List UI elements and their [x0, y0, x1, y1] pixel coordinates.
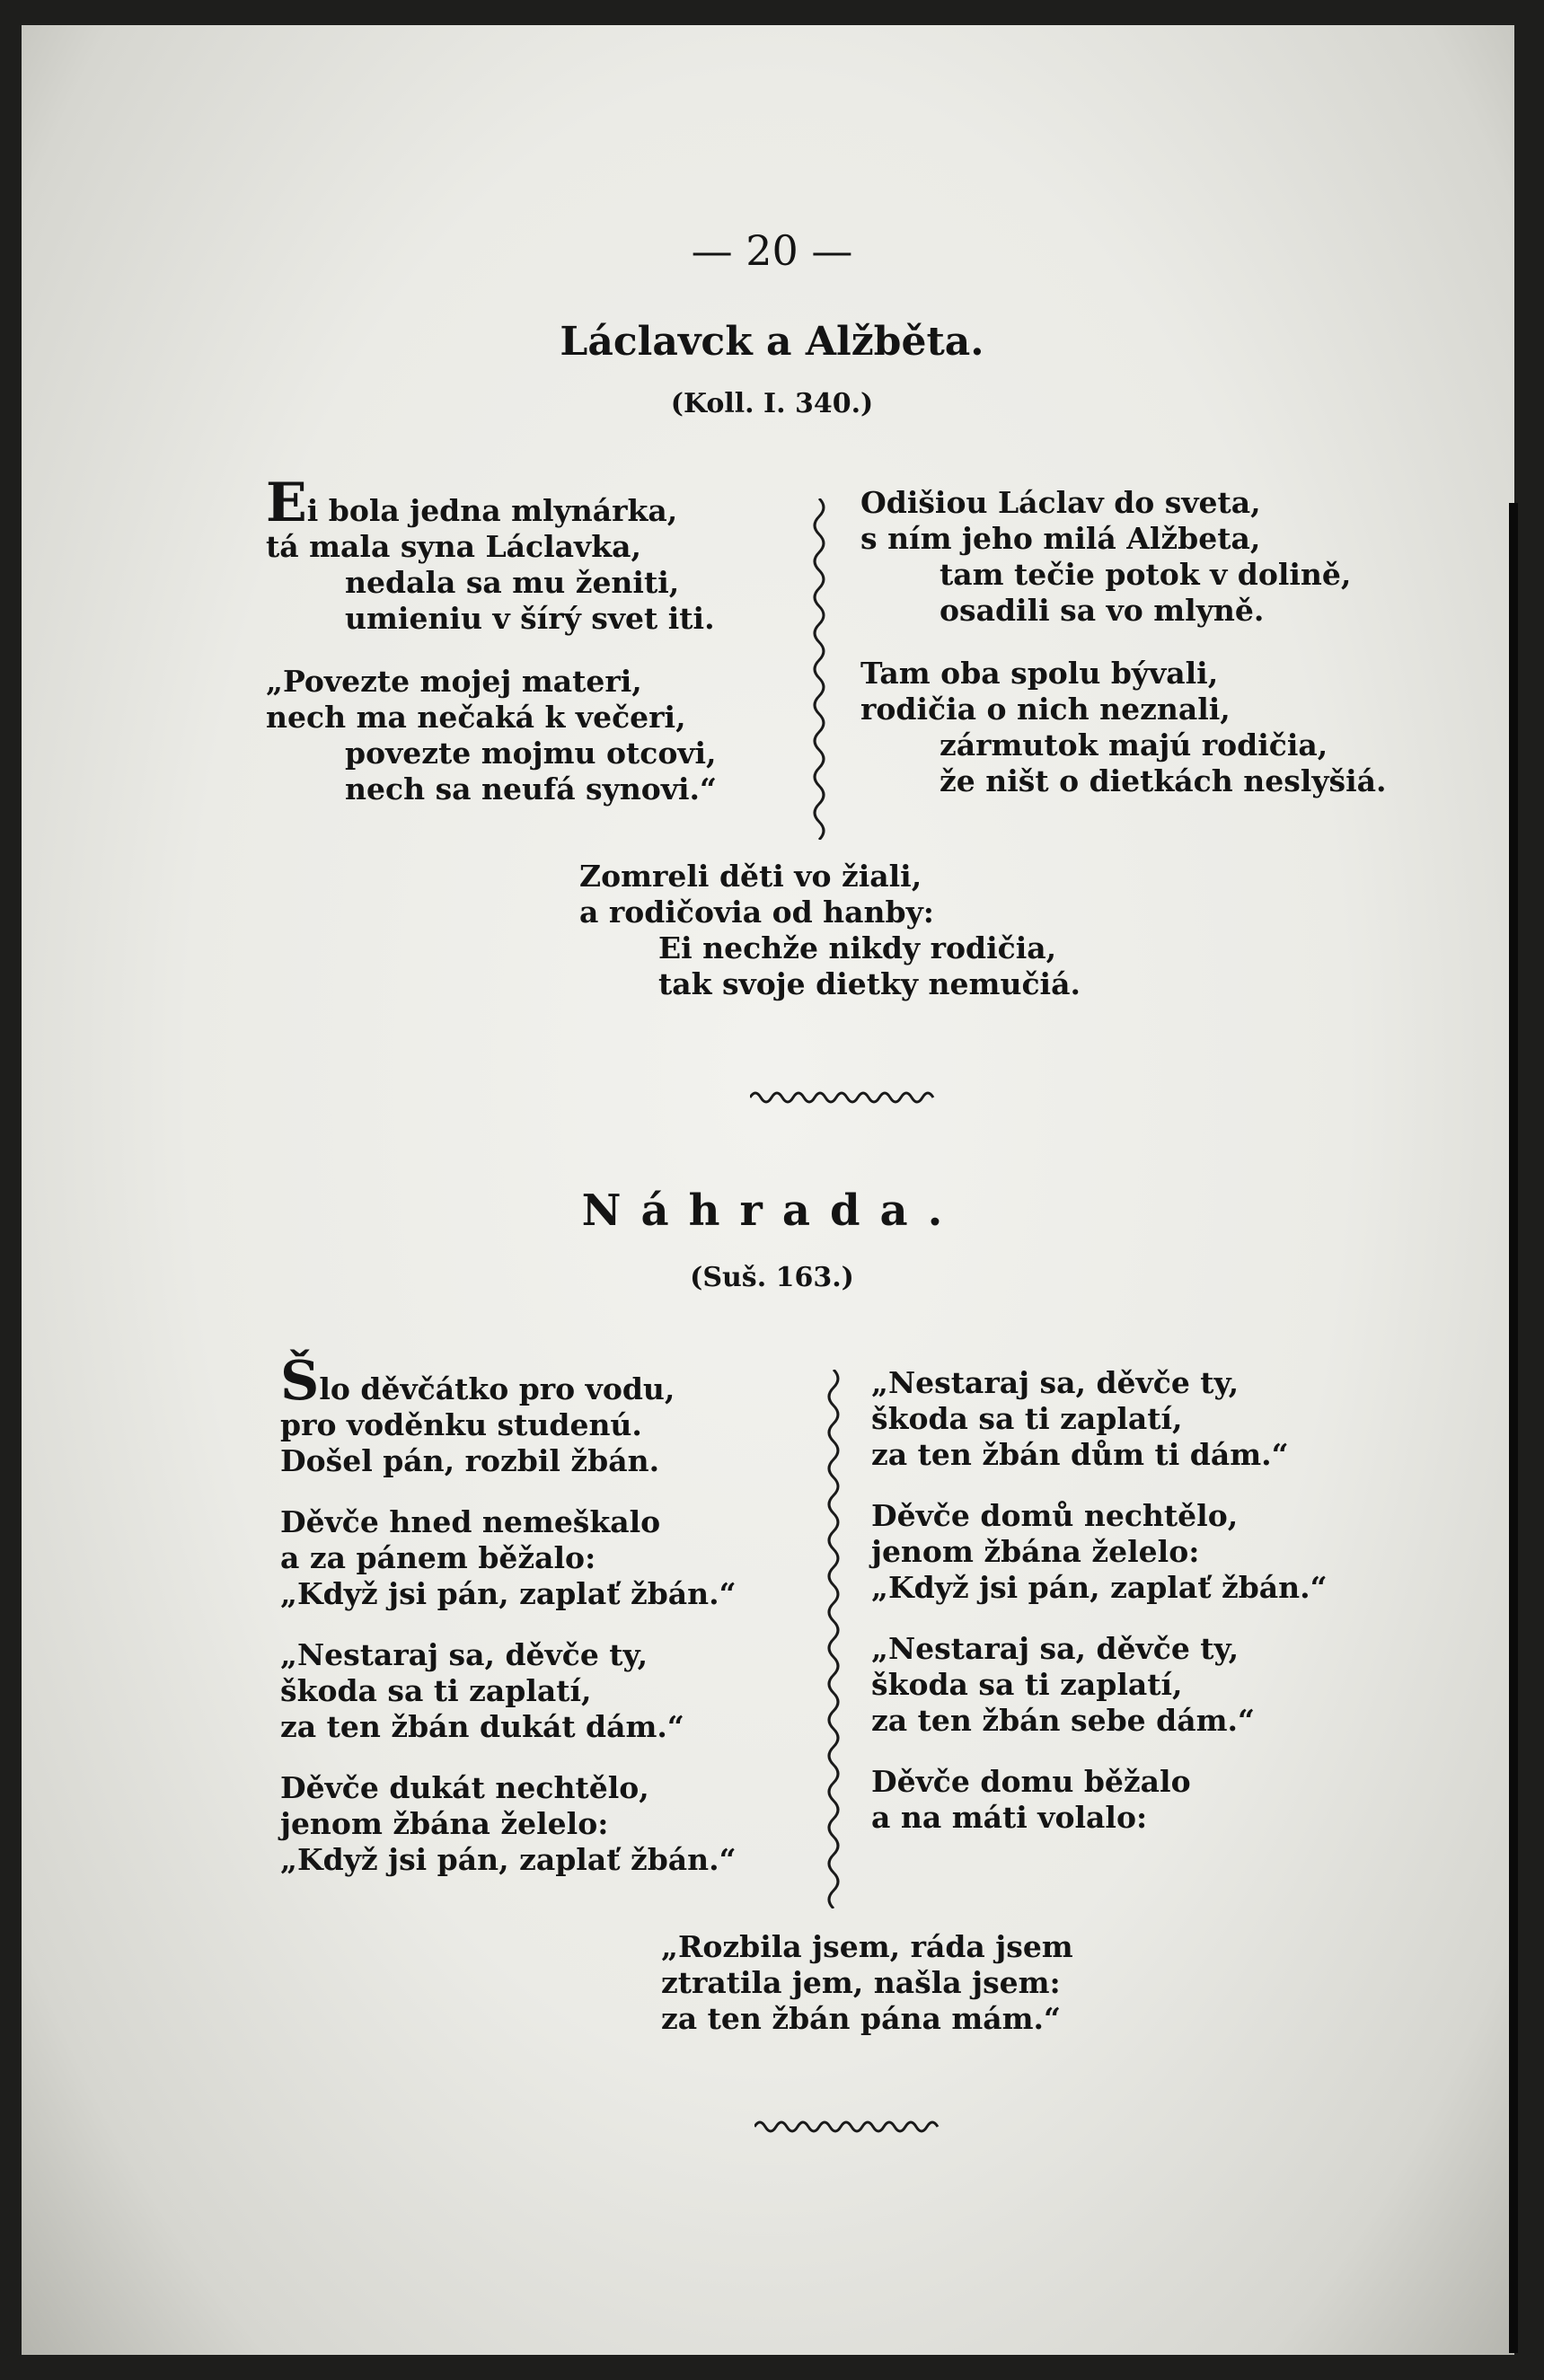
- verse-line: jenom žbána želelo:: [871, 1534, 1200, 1569]
- verse-line: a za pánem běžalo:: [280, 1540, 596, 1575]
- scan-edge: [1509, 503, 1518, 2353]
- verse-line: „Nestaraj sa, děvče ty,: [871, 1365, 1240, 1400]
- verse-line: a na máti volalo:: [871, 1800, 1148, 1835]
- verse-line: nech ma nečaká k večeri,: [266, 700, 686, 735]
- wavy-divider-2: [754, 2116, 948, 2138]
- wavy-divider-1: [750, 1087, 939, 1108]
- verse-line: tak svoje dietky nemučiá.: [658, 966, 1081, 1001]
- verse-line: tá mala syna Láclavka,: [266, 529, 641, 564]
- verse-line: škoda sa ti zaplatí,: [280, 1673, 592, 1708]
- verse-line: Děvče domu běžalo: [871, 1764, 1191, 1799]
- verse-line: Děvče dukát nechtělo,: [280, 1770, 649, 1805]
- verse-line: za ten žbán dukát dám.“: [280, 1709, 684, 1744]
- verse-line: „Když jsi pán, zaplať žbán.“: [280, 1576, 737, 1611]
- verse-line: nech sa neufá synovi.“: [345, 771, 717, 807]
- poem2-right-column: [871, 1365, 1328, 1836]
- poem2-left-s1-line1: [280, 1350, 737, 1413]
- poem2-source: (Suš. 163.): [690, 1262, 854, 1293]
- page-number: — 20 —: [691, 226, 853, 275]
- poem2-final-stanza: [661, 1929, 1073, 2037]
- verse-line: nedala sa mu ženiti,: [345, 565, 680, 600]
- verse-line: „Povezte mojej materi,: [266, 664, 642, 699]
- verse-line: Tam oba spolu bývali,: [860, 656, 1219, 691]
- drop-cap: Š: [280, 1350, 320, 1413]
- verse-line: Děvče domů nechtělo,: [871, 1498, 1239, 1533]
- verse-line: umieniu v šírý svet iti.: [345, 601, 715, 636]
- verse-line: Děvče hned nemeškalo: [280, 1504, 661, 1539]
- verse-line: povezte mojmu otcovi,: [345, 736, 717, 771]
- verse-line: „Nestaraj sa, děvče ty,: [280, 1637, 648, 1672]
- drop-cap-rest: i bola jedna mlynárka,: [306, 493, 678, 528]
- verse-line: škoda sa ti zaplatí,: [871, 1667, 1183, 1702]
- poem1-source: (Koll. I. 340.): [670, 388, 874, 419]
- verse-line: za ten žbán pána mám.“: [661, 2001, 1062, 2036]
- verse-line: rodičia o nich neznali,: [860, 692, 1231, 727]
- drop-cap-rest: lo děvčátko pro vodu,: [319, 1371, 675, 1406]
- verse-line: „Když jsi pán, zaplať žbán.“: [280, 1842, 737, 1877]
- verse-line: a rodičovia od hanby:: [579, 895, 934, 930]
- verse-line: Zomreli děti vo žiali,: [579, 859, 922, 894]
- verse-line: „Rozbila jsem, ráda jsem: [661, 1929, 1073, 1964]
- poem2-title: Náhrada.: [581, 1186, 963, 1236]
- verse-line: tam tečie potok v dolině,: [940, 557, 1352, 592]
- verse-line: Odišiou Láclav do sveta,: [860, 485, 1261, 520]
- verse-line: za ten žbán sebe dám.“: [871, 1703, 1255, 1738]
- drop-cap: E: [266, 472, 307, 534]
- verse-line: pro voděnku studenú.: [280, 1407, 642, 1442]
- verse-line: „Když jsi pán, zaplať žbán.“: [871, 1570, 1328, 1605]
- poem1-final-stanza: [579, 859, 1081, 1002]
- verse-line: ztratila jem, našla jsem:: [661, 1965, 1061, 2000]
- verse-line: jenom žbána želelo:: [280, 1806, 609, 1841]
- verse-line: Ei nechže nikdy rodičia,: [658, 930, 1057, 965]
- verse-line: že ništ o dietkách neslyšiá.: [940, 763, 1387, 798]
- poem1-left-column: [266, 472, 717, 807]
- verse-line: zármutok majú rodičia,: [940, 727, 1328, 762]
- poem1-title: Láclavck a Alžběta.: [560, 319, 984, 365]
- verse-line: za ten žbán dům ti dám.“: [871, 1437, 1289, 1472]
- verse-line: osadili sa vo mlyně.: [940, 593, 1265, 628]
- verse-line: škoda sa ti zaplatí,: [871, 1401, 1183, 1436]
- verse-line: s ním jeho milá Alžbeta,: [860, 521, 1261, 556]
- verse-line: Došel pán, rozbil žbán.: [280, 1443, 660, 1478]
- poem1-right-column: [860, 485, 1387, 799]
- poem2-column-brace: [823, 1370, 844, 1908]
- poem1-column-brace: [808, 498, 830, 840]
- poem1-left-s1-line1: [266, 472, 717, 534]
- verse-line: „Nestaraj sa, děvče ty,: [871, 1631, 1240, 1666]
- poem2-left-column: [280, 1350, 737, 1878]
